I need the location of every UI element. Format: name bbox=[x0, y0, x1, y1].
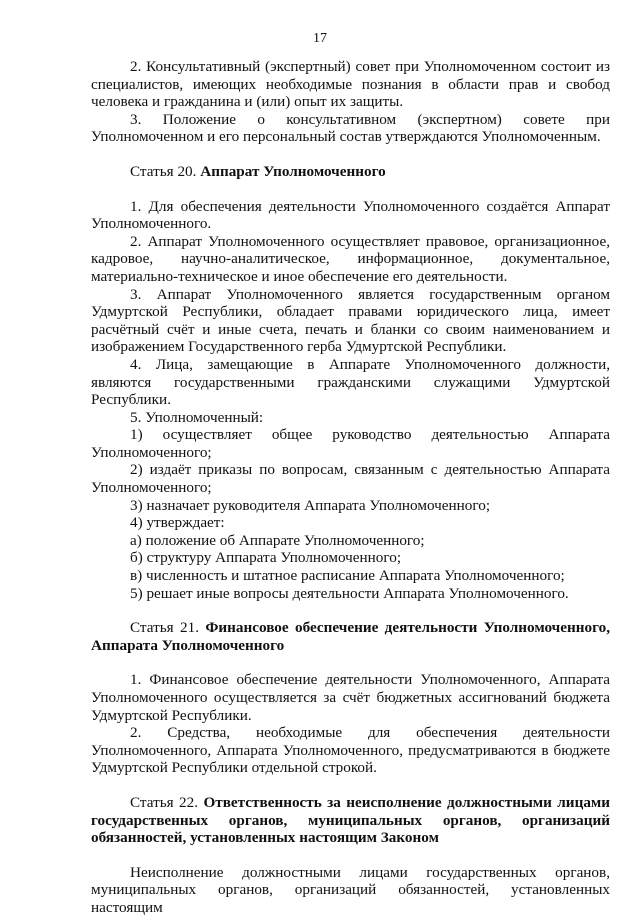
paragraph: Неисполнение должностными лицами государственных органов, муниципальных органов, организаций обязанностей, установленных настоящим bbox=[91, 863, 610, 916]
paragraph: 3) назначает руководителя Аппарата Уполномоченного; bbox=[130, 496, 491, 514]
paragraph-gap bbox=[91, 777, 610, 794]
article-number: Статья 21. bbox=[130, 619, 199, 637]
paragraph: а) положение об Аппарате Уполномоченного; bbox=[130, 531, 425, 549]
paragraph: 5. Уполномоченный: bbox=[130, 408, 264, 426]
paragraph: 4. Лица, замещающие в Аппарате Уполномоченного должности, являются государственными гражданскими служащими Удмуртской Республики. bbox=[91, 355, 610, 409]
paragraph: 5) решает иные вопросы деятельности Аппарата Уполномоченного. bbox=[130, 584, 569, 602]
paragraph: 1. Финансовое обеспечение деятельности Уполномоченного, Аппарата Уполномоченного осуществляется за счёт бюджетных ассигнований бюджета Удмуртской Республики. bbox=[91, 671, 610, 724]
paragraph: 3. Положение о консультативном (экспертном) совете при Уполномоченном и его персональный состав утверждаются Уполномоченным. bbox=[91, 110, 610, 146]
paragraph: 4) утверждает: bbox=[130, 514, 225, 532]
paragraph: 2) издаёт приказы по вопросам, связанным с деятельностью Аппарата Уполномоченного; bbox=[91, 461, 610, 497]
paragraph: 3. Аппарат Уполномоченного является государственным органом Удмуртской Республики, обладает правами юридического лица, имеет расчётный счёт и иные счета, печать и бланки со своим наименованием и изображением Государственного герба Удмуртской Республики. bbox=[91, 285, 610, 356]
paragraph: б) структуру Аппарата Уполномоченного; bbox=[130, 549, 402, 567]
article-number: Статья 20. bbox=[130, 162, 197, 180]
paragraph: 1) осуществляет общее руководство деятельностью Аппарата Уполномоченного; bbox=[91, 426, 610, 461]
paragraph-gap bbox=[91, 847, 610, 864]
page-number: 17 bbox=[313, 31, 327, 46]
paragraph: 1. Для обеспечения деятельности Уполномоченного создаётся Аппарат Уполномоченного. bbox=[91, 197, 610, 233]
paragraph: 2. Консультативный (экспертный) совет при Уполномоченном состоит из специалистов, имеющих необходимые познания в области прав и свобод человека и гражданина и (или) опыт их защиты. bbox=[91, 58, 610, 111]
article-title: Аппарат Уполномоченного bbox=[200, 162, 386, 180]
paragraph: 2. Аппарат Уполномоченного осуществляет правовое, организационное, кадровое, научно-аналитическое, информационное, документальное, материально-техническое и иное обеспечение его деятельности. bbox=[91, 232, 610, 285]
paragraph: в) численность и штатное расписание Аппарата Уполномоченного; bbox=[130, 567, 565, 585]
article-heading bbox=[91, 163, 610, 181]
paragraph-gap bbox=[91, 602, 610, 619]
article-number: Статья 22. bbox=[130, 793, 199, 811]
document-body bbox=[91, 58, 610, 917]
article-title: Ответственность за неисполнение должностными лицами государственных органов, муниципальных органов, организаций обязанностей, установленных настоящим Законом bbox=[91, 793, 611, 847]
paragraph: 2. Средства, необходимые для обеспечения деятельности Уполномоченного, Аппарата Уполномоченного, предусматриваются в бюджете Удмуртской Республики отдельной строкой. bbox=[91, 724, 610, 777]
article-heading bbox=[91, 619, 610, 654]
paragraph-gap bbox=[91, 654, 610, 671]
article-heading bbox=[91, 794, 610, 847]
paragraph-gap bbox=[91, 181, 610, 198]
paragraph-gap bbox=[91, 146, 610, 163]
article-title: Финансовое обеспечение деятельности Уполномоченного, Аппарата Уполномоченного bbox=[91, 619, 610, 654]
